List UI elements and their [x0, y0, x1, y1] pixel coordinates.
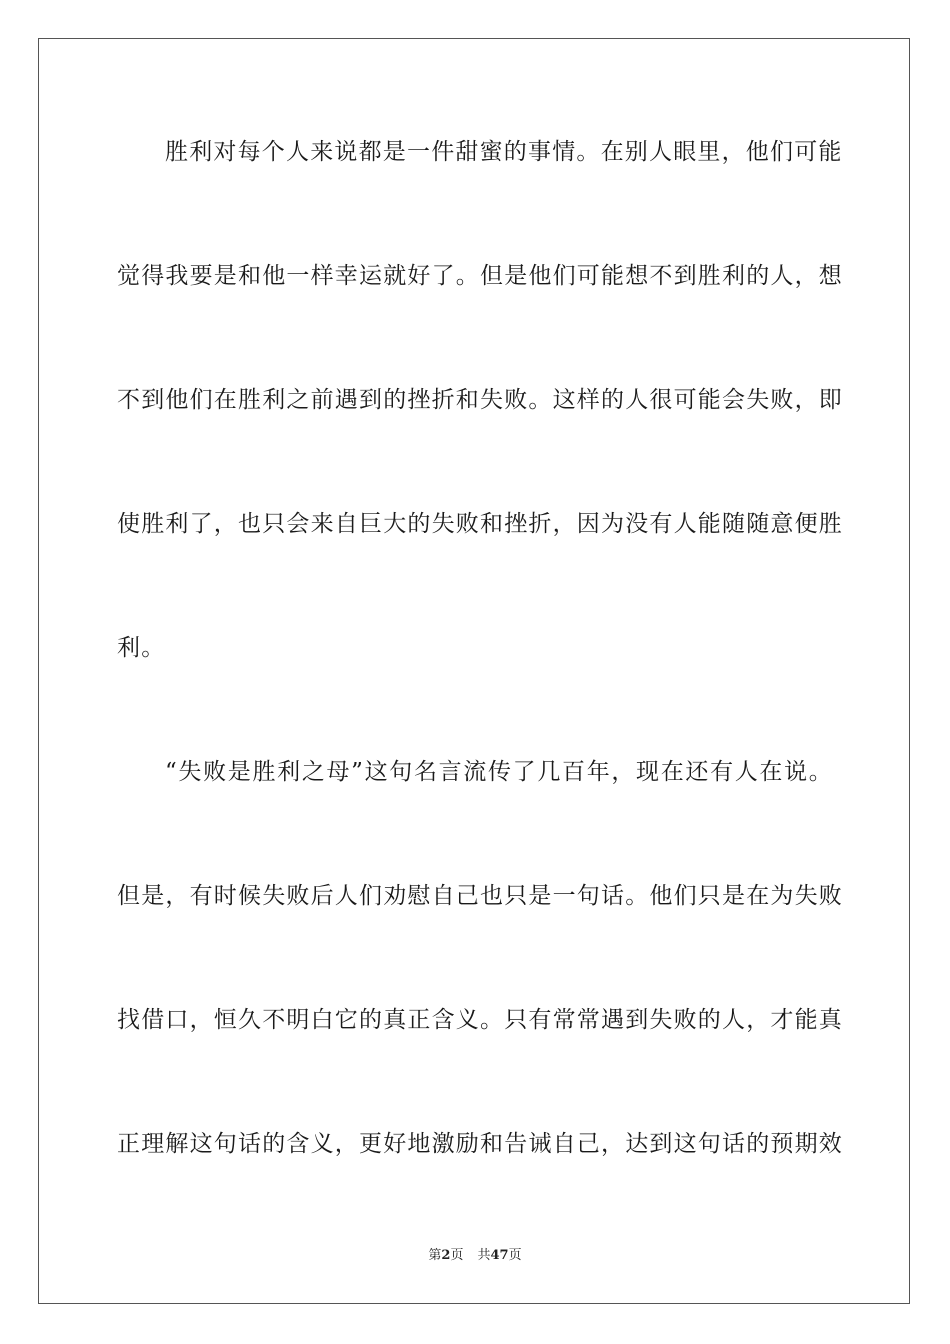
paragraph-2-line-1: “失败是胜利之母”这句名言流传了几百年，现在还有人在说。: [165, 759, 833, 785]
page-prefix: 第: [428, 1248, 442, 1263]
paragraph-1-line-2: 觉得我要是和他一样幸运就好了。但是他们可能想不到胜利的人，想: [117, 263, 843, 289]
paragraph-1-line-1: 胜利对每个人来说都是一件甜蜜的事情。在别人眼里，他们可能: [165, 139, 843, 165]
paragraph-1-line-3: 不到他们在胜利之前遇到的挫折和失败。这样的人很可能会失败，即: [117, 387, 843, 413]
paragraph-2-line-3: 找借口，恒久不明白它的真正含义。只有常常遇到失败的人，才能真: [117, 1007, 843, 1033]
page-suffix: 页: [450, 1248, 464, 1263]
paragraph-2-line-2: 但是，有时候失败后人们劝慰自己也只是一句话。他们只是在为失败: [117, 883, 843, 909]
page-footer: [0, 1247, 950, 1265]
paragraph-1-line-5: 利。: [117, 635, 166, 661]
paragraph-1-line-4: 使胜利了，也只会来自巨大的失败和挫折，因为没有人能随随意便胜: [117, 511, 843, 537]
total-suffix: 页: [508, 1248, 522, 1263]
paragraph-2-line-4: 正理解这句话的含义，更好地激励和告诫自己，达到这句话的预期效: [117, 1131, 843, 1157]
page-border: [38, 38, 910, 1304]
total-pages: 47: [490, 1248, 509, 1263]
page-number: 2: [441, 1248, 451, 1263]
total-prefix: 共: [477, 1248, 491, 1263]
